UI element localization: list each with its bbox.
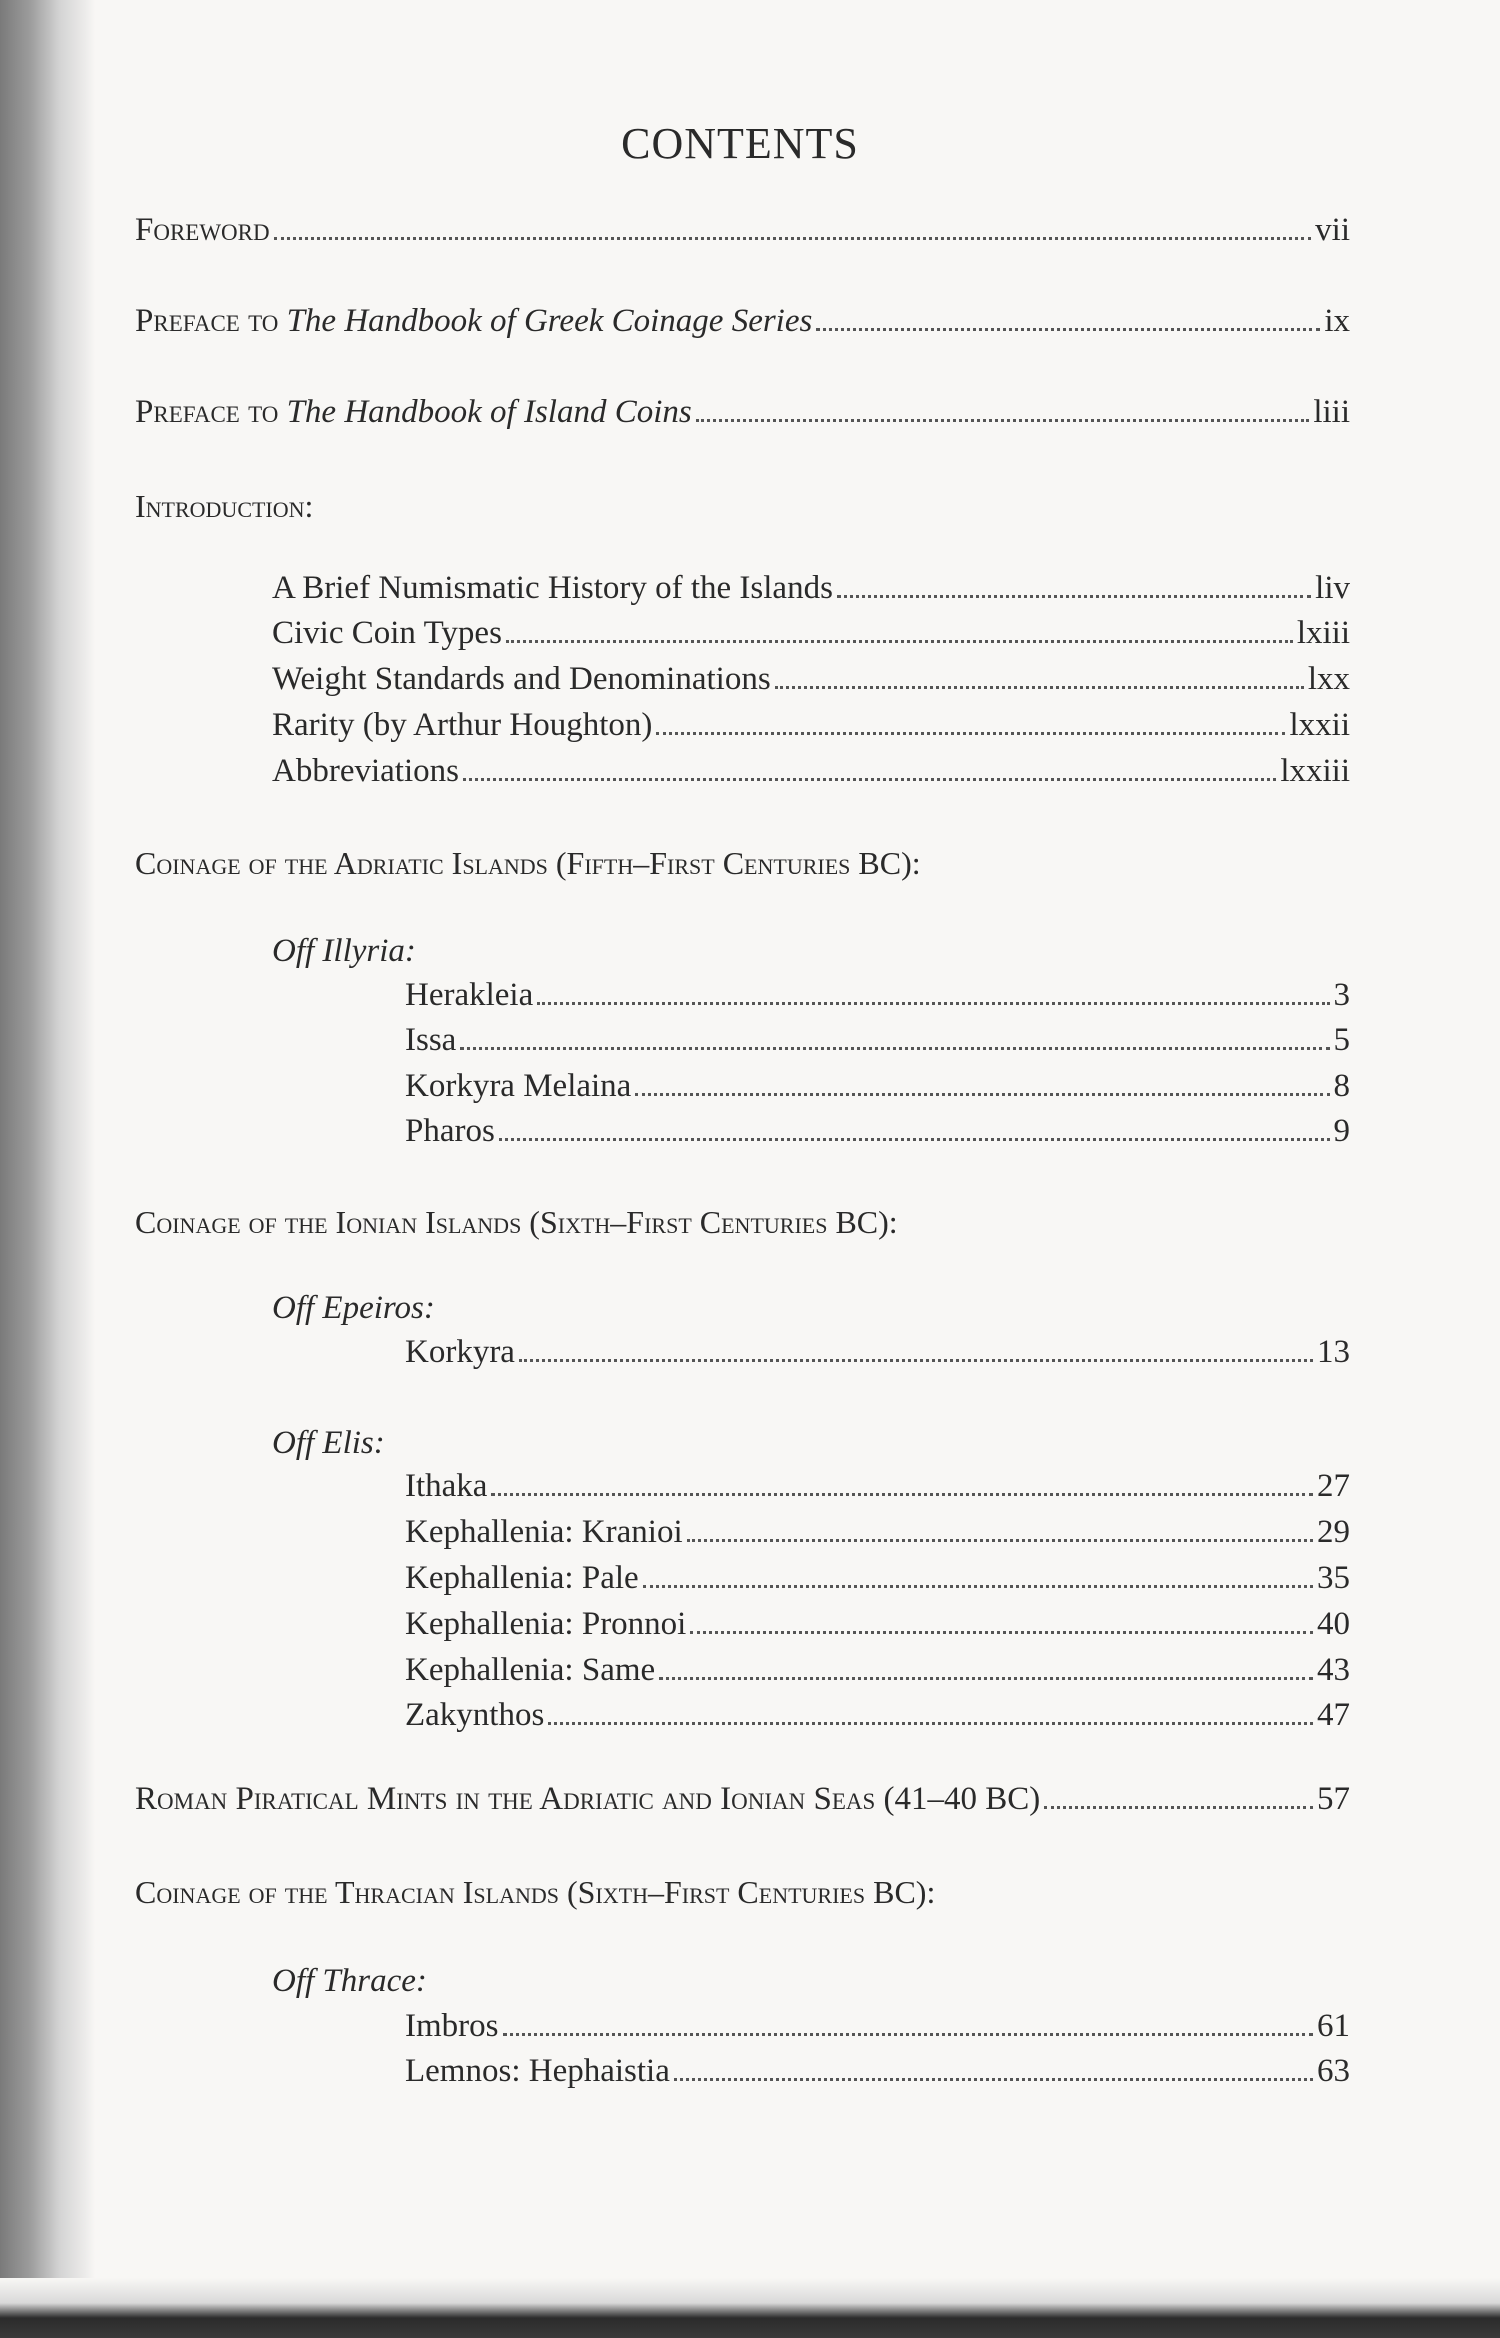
toc-entry-label: Kephallenia: Same [405, 1652, 656, 1688]
dot-leader [463, 778, 1276, 781]
toc-entry-label [135, 303, 812, 340]
toc-entry-label: Abbreviations [272, 753, 459, 789]
dot-leader [460, 1047, 1329, 1050]
toc-entry-label: Korkyra [405, 1334, 515, 1370]
toc-entry-label [135, 394, 692, 431]
dot-leader [690, 1631, 1313, 1634]
toc-entry-label: Kephallenia: Kranioi [405, 1514, 683, 1550]
toc-entry [405, 1560, 1350, 1597]
dot-leader [1044, 1806, 1313, 1809]
toc-entry [405, 1334, 1350, 1371]
dot-leader [635, 1093, 1329, 1096]
toc-page-number: 35 [1317, 1560, 1350, 1596]
section-heading-ionian: Coinage of the Ionian Islands (Sixth–First Centuries BC): [135, 1204, 898, 1240]
toc-entry-label: Roman Piratical Mints in the Adriatic and Ionian Seas (41–40 BC) [135, 1781, 1041, 1817]
section-heading-adriatic: Coinage of the Adriatic Islands (Fifth–First Centuries BC): [135, 845, 921, 881]
toc-page-number: 43 [1317, 1652, 1350, 1688]
toc-entry [405, 1514, 1350, 1551]
subsection-heading: Off Elis: [272, 1425, 385, 1461]
dot-leader [499, 1138, 1330, 1141]
toc-page-number: 27 [1317, 1468, 1350, 1504]
toc-entry [405, 1022, 1350, 1059]
dot-leader [656, 732, 1285, 735]
dot-leader [696, 419, 1310, 422]
toc-entry-piratical-mints [135, 1781, 1350, 1818]
toc-entry [405, 1652, 1350, 1689]
toc-page-number: 47 [1317, 1697, 1350, 1733]
toc-entry-label: Ithaka [405, 1468, 488, 1504]
toc-page-number: liv [1315, 570, 1350, 606]
toc-page-number: liii [1313, 394, 1350, 430]
toc-entry-label-prefix: Preface to [135, 303, 287, 339]
toc-page-number: lxxii [1289, 707, 1350, 743]
section-heading-thracian: Coinage of the Thracian Islands (Sixth–First Centuries BC): [135, 1874, 936, 1910]
dot-leader [775, 686, 1304, 689]
toc-entry [405, 1113, 1350, 1150]
toc-page-number: 5 [1333, 1022, 1350, 1058]
toc-page-number: 3 [1333, 977, 1350, 1013]
dot-leader [816, 328, 1320, 331]
toc-entry-label: Lemnos: Hephaistia [405, 2053, 670, 2089]
toc-entry-label: Herakleia [405, 977, 534, 1013]
toc-page-number: lxx [1307, 661, 1350, 697]
toc-entry [405, 2053, 1350, 2090]
toc-entry [272, 707, 1350, 744]
toc-entry [272, 661, 1350, 698]
toc-page-number: 13 [1317, 1334, 1350, 1370]
toc-entry-label: Kephallenia: Pale [405, 1560, 639, 1596]
toc-page-number: ix [1324, 303, 1350, 339]
section-heading-introduction: Introduction: [135, 488, 314, 524]
toc-entry-label: Kephallenia: Pronnoi [405, 1606, 687, 1642]
dot-leader [274, 237, 1312, 240]
toc-entry-label-title: The Handbook of Greek Coinage Series [286, 303, 813, 339]
toc-page-number: lxiii [1296, 615, 1350, 651]
subsection-heading: Off Epeiros: [272, 1290, 435, 1326]
toc-entry-label: Foreword [135, 212, 270, 248]
toc-entry [405, 2008, 1350, 2045]
subsection-heading: Off Illyria: [272, 933, 416, 969]
toc-page-number: vii [1315, 212, 1350, 248]
toc-entry-label-title: The Handbook of Island Coins [286, 394, 692, 430]
dot-leader [503, 2033, 1314, 2036]
toc-entry [405, 1606, 1350, 1643]
dot-leader [506, 640, 1293, 643]
book-spine-shadow [0, 0, 95, 2338]
dot-leader [643, 1585, 1313, 1588]
subsection-heading: Off Thrace: [272, 1963, 427, 1999]
toc-page-number: 40 [1317, 1606, 1350, 1642]
toc-page-number: 9 [1333, 1113, 1350, 1149]
dot-leader [674, 2078, 1313, 2081]
dot-leader [548, 1722, 1313, 1725]
toc-entry-preface-series [135, 303, 1350, 340]
toc-entry-label: Issa [405, 1022, 457, 1058]
toc-entry-label: Rarity (by Arthur Houghton) [272, 707, 653, 743]
toc-page-number: 63 [1317, 2053, 1350, 2089]
toc-page-number: lxxiii [1280, 753, 1350, 789]
toc-entry [405, 1468, 1350, 1505]
dot-leader [837, 595, 1311, 598]
dot-leader [537, 1002, 1329, 1005]
toc-entry-foreword [135, 212, 1350, 249]
toc-entry [272, 753, 1350, 790]
toc-entry-label: Imbros [405, 2008, 499, 2044]
toc-entry [405, 1068, 1350, 1105]
toc-page-number: 8 [1333, 1068, 1350, 1104]
page-bottom-edge [0, 2278, 1500, 2338]
dot-leader [519, 1359, 1313, 1362]
dot-leader [491, 1493, 1313, 1496]
toc-entry-preface-island [135, 394, 1350, 431]
toc-page-number: 29 [1317, 1514, 1350, 1550]
toc-entry-label: Civic Coin Types [272, 615, 502, 651]
dot-leader [687, 1539, 1313, 1542]
toc-entry-label-prefix: Preface to [135, 394, 287, 430]
toc-page-number: 57 [1317, 1781, 1350, 1817]
dot-leader [659, 1677, 1313, 1680]
toc-entry-label: Pharos [405, 1113, 495, 1149]
toc-entry-label: Weight Standards and Denominations [272, 661, 771, 697]
page-title: CONTENTS [621, 119, 859, 168]
toc-entry [272, 615, 1350, 652]
toc-entry [272, 570, 1350, 607]
toc-entry [405, 1697, 1350, 1734]
toc-entry-label: Zakynthos [405, 1697, 545, 1733]
toc-page-number: 61 [1317, 2008, 1350, 2044]
toc-entry-label: Korkyra Melaina [405, 1068, 632, 1104]
toc-entry-label: A Brief Numismatic History of the Islands [272, 570, 833, 606]
toc-entry [405, 977, 1350, 1014]
